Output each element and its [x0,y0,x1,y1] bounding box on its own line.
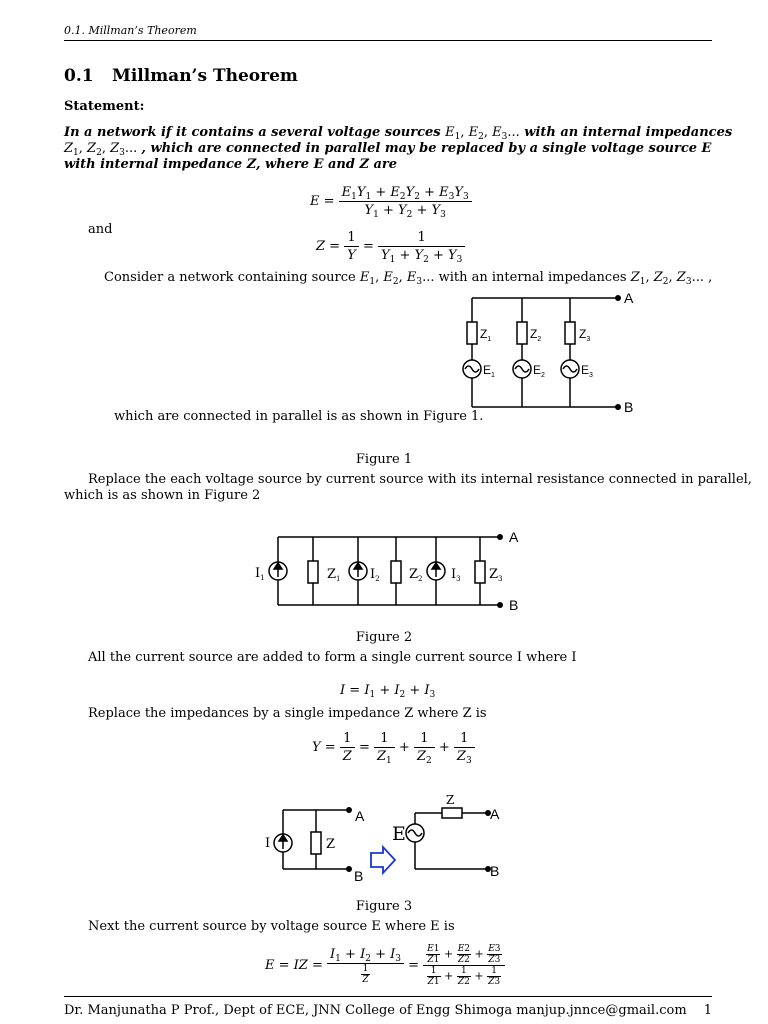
footer-rule [64,996,712,997]
figure2-caption: Figure 2 [355,630,413,645]
statement-line2b: , which are connected in parallel may be replaced by a single voltage source E [141,141,712,156]
next-text: Next the current source by voltage source E where E is [88,919,455,934]
section-title-text: Millman’s Theorem [112,66,298,86]
fig1-label-e3: $E_3$ [581,363,593,379]
fig2-terminal-a-dot [497,534,503,540]
fig1-impedance-z2 [517,322,527,344]
fig3-transform-arrow-icon [371,847,395,873]
statement-line1b: with an internal impedances [519,125,733,140]
figure1-circuit [440,288,650,420]
fig1-label-e2: $E_2$ [533,363,545,379]
fig2-label-i2: $I_2$ [370,567,380,583]
replace-paragraph [64,472,752,504]
fig3-label-b-left: B [354,868,364,884]
fig1-label-z1: $Z_1$ [480,327,492,343]
section-title [64,66,298,86]
fig2-label-z2: $Z_2$ [409,567,423,583]
statement-line1a: In a network if it contains a several voltage sources [64,125,446,140]
fig2-label-z1: $Z_1$ [327,567,341,583]
fig1-label-z3: $Z_3$ [579,327,591,343]
fig3-left-terminal-b-dot [346,866,352,872]
fig2-impedance-z1 [308,561,318,583]
fig3-label-i: I [265,836,271,851]
consider-paragraph: Consider a network containing source $E_1$, $E_2$, $E_3$... with an internal impedances $Z_1$, $Z_2$, $Z_3$... , [104,270,713,287]
replace-line1: Replace the each voltage source by current source with its internal resistance connected in parallel, [88,472,752,487]
and-word: and [88,222,113,237]
added-text: All the current source are added to form a single current source I where I [88,650,577,665]
fig3-right-impedance [442,808,462,818]
fig1-impedance-z3 [565,322,575,344]
fig2-label-i3: $I_3$ [451,567,461,583]
consider-text: Consider a network containing source [104,270,356,285]
statement-paragraph: In a network if it contains a several voltage sources $E_1$, $E_2$, $E_3$... with an internal impedances $Z_1$, $Z_2$, $Z_3$... , which are connected in parallel may be replaced by a single voltage source E with internal impedance Z, where E and Z are [64,125,733,172]
equation-y: Y = $\frac{1}{Z}$ = $\frac{1}{Z_1}$ + $\frac{1}{Z_2}$ + $\frac{1}{Z_3}$ [312,730,475,765]
equation-e-iz: E = IZ = $\frac{I_1 + I_2 + I_3}{\frac{1}{Z}}$ = $\frac{E1}{Z1}$ + $\frac{E2}{Z2}$ + $\frac{E3}{Z3}$ $\frac{1}{Z1}$ + $\frac{1}{Z2}$ + $\frac{1}{Z3}$ [265,944,505,987]
fig2-impedance-z2 [391,561,401,583]
fig1-label-z2: $Z_2$ [530,327,542,343]
fig2-label-b: B [509,597,519,613]
figure1-caption: Figure 1 [355,452,413,467]
fig3-left-terminal-a-dot [346,807,352,813]
equation-z: Z = $\frac{1}{Y}$ = $\frac{1}{Y_1 + Y_2 + Y_3}$ [316,229,465,264]
fig3-label-a-left: A [355,808,365,824]
figure3-circuit [255,792,515,886]
footer-author: Dr. Manjunatha P Prof., Dept of ECE, JNN College of Engg Shimoga manjup.jnnce@gmail.com [64,1003,687,1018]
fig2-label-i1: $I_1$ [255,566,265,582]
equation-e: E = $\frac{E_1Y_1 + E_2Y_2 + E_3Y_3}{Y_1 + Y_2 + Y_3}$ [310,184,472,219]
fig3-label-a-right: A [490,806,500,822]
running-head: 0.1. Millman’s Theorem [64,24,197,37]
statement-heading: Statement: [64,99,145,114]
fig1-impedance-z1 [467,322,477,344]
fig1-terminal-a-dot [615,295,621,301]
fig2-label-a: A [509,529,519,545]
parallel-text: which are connected in parallel is as shown in Figure 1. [114,409,484,424]
equation-i: $I = I_1 + I_2 + I_3$ [340,683,436,700]
statement-line3: with internal impedance Z, where E and Z are [64,157,398,172]
fig2-impedance-z3 [475,561,485,583]
replace-line2: which is as shown in Figure 2 [64,488,261,503]
fig1-terminal-b-dot [615,404,621,410]
page-number: 1 [703,1003,712,1018]
fig1-label-e1: $E_1$ [483,363,495,379]
fig1-label-b: B [624,399,634,415]
fig3-label-z-right: Z [446,793,455,807]
fig3-label-z-left: Z [326,837,336,852]
fig1-label-a: A [624,290,634,306]
consider-tail: with an internal impedances [438,270,627,285]
fig3-label-e: E [392,823,406,845]
fig3-label-b-right: B [490,863,500,879]
fig3-left-impedance [311,832,321,854]
fig2-label-z3: $Z_3$ [489,567,503,583]
section-number: 0.1 [64,66,94,86]
figure3-caption: Figure 3 [355,899,413,914]
figure2-circuit [250,524,530,616]
header-rule [64,40,712,41]
fig2-terminal-b-dot [497,602,503,608]
impedance-text: Replace the impedances by a single impedance Z where Z is [88,706,487,721]
footer [64,1003,712,1018]
